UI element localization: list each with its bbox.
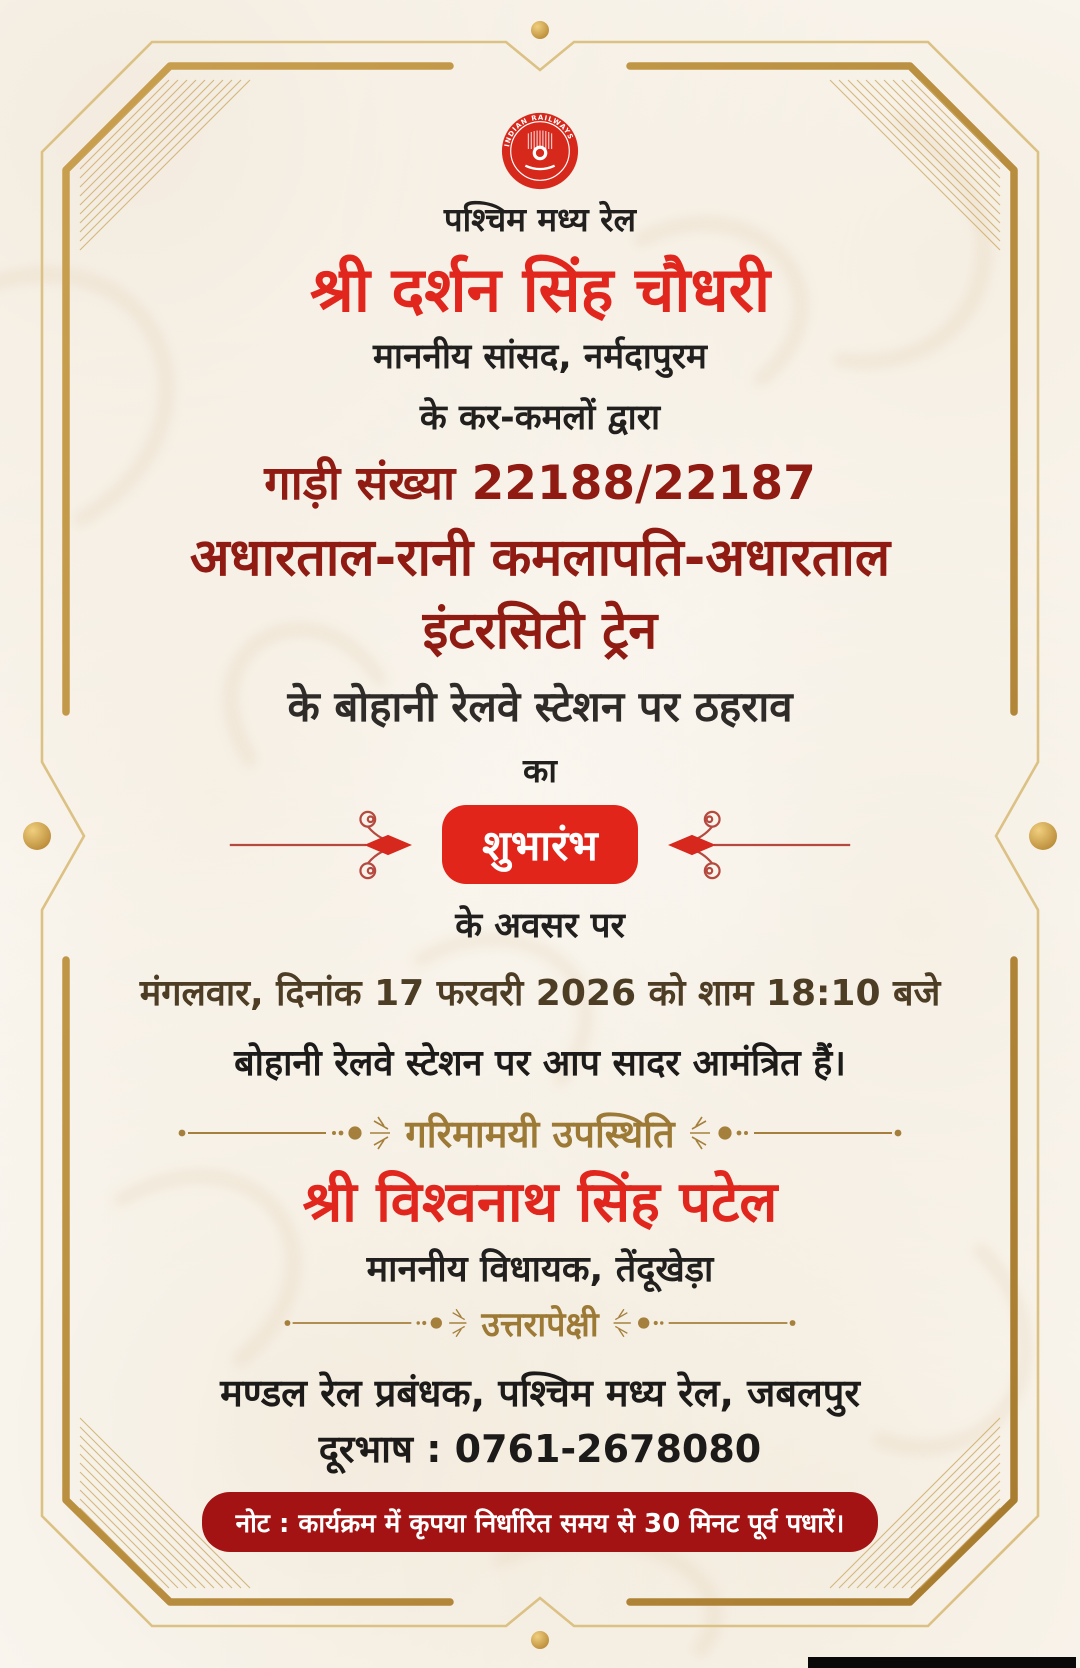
connector-word: का	[523, 750, 557, 790]
gold-dot-right	[1029, 822, 1057, 850]
black-bar	[808, 1657, 1076, 1668]
chief-guest-designation: माननीय सांसद, नर्मदापुरम	[373, 336, 707, 377]
red-flourish-right	[644, 799, 854, 891]
gold-ornament-left	[178, 1113, 393, 1153]
indian-railways-logo-icon	[499, 110, 581, 192]
inauguration-badge: शुभारंभ	[442, 805, 638, 884]
dignitary-name: श्री विश्वनाथ सिंह पटेल	[302, 1170, 778, 1236]
event-datetime: मंगलवार, दिनांक 17 फरवरी 2026 को शाम 18:10 बजे	[139, 972, 941, 1014]
phone-line: दूरभाष : 0761-2678080	[318, 1427, 762, 1472]
chief-guest-name: श्री दर्शन सिंह चौधरी	[309, 253, 771, 327]
byline: के कर-कमलों द्वारा	[419, 397, 661, 438]
red-flourish-left	[226, 799, 436, 891]
gold-ornament-right	[687, 1113, 902, 1153]
train-number: गाड़ी संख्या 22188/22187	[264, 456, 816, 512]
gold-dot-left	[23, 822, 51, 850]
train-service-type: इंटरसिटी ट्रेन	[422, 601, 658, 662]
occasion-line: के अवसर पर	[455, 905, 625, 946]
train-route: अधारताल-रानी कमलापति-अधारताल	[189, 527, 891, 588]
presence-section-header	[84, 1107, 996, 1159]
gold-ornament-right	[611, 1303, 796, 1343]
rsvp-section-header	[84, 1300, 996, 1346]
dignitary-designation: माननीय विधायक, तेंदूखेड़ा	[366, 1248, 714, 1290]
gold-ornament-left	[284, 1303, 469, 1343]
event-description: के बोहानी रेलवे स्टेशन पर ठहराव	[287, 682, 793, 732]
presence-heading: गरिमामयी उपस्थिति	[405, 1112, 675, 1157]
invitation-content	[84, 0, 996, 1552]
note-banner: नोट : कार्यक्रम में कृपया निर्धारित समय से 30 मिनट पूर्व पधारें।	[202, 1492, 879, 1552]
host-line: मण्डल रेल प्रबंधक, पश्चिम मध्य रेल, जबलपुर	[220, 1370, 860, 1415]
railway-zone: पश्चिम मध्य रेल	[443, 200, 637, 239]
rsvp-heading: उत्तरापेक्षी	[481, 1304, 599, 1345]
invitation-line: बोहानी रेलवे स्टेशन पर आप सादर आमंत्रित हैं।	[234, 1042, 846, 1084]
logo-arc-text: INDIAN RAILWAYS	[503, 113, 575, 148]
inauguration-badge-row	[84, 799, 996, 891]
gold-dot-bottom	[531, 1631, 549, 1649]
